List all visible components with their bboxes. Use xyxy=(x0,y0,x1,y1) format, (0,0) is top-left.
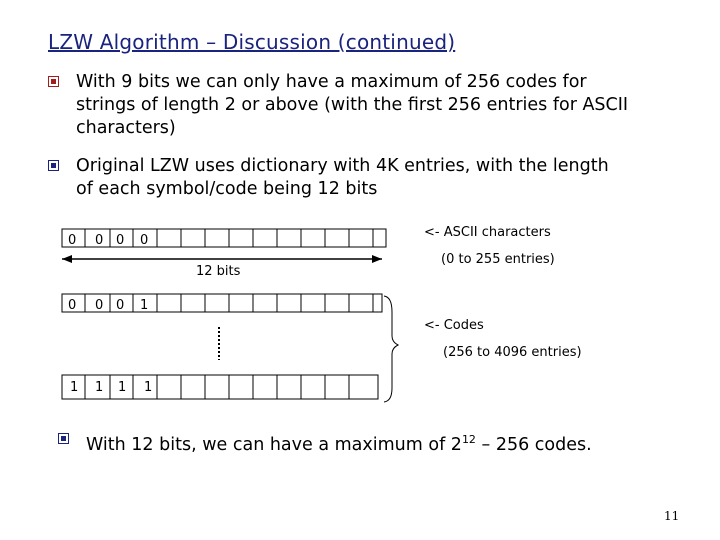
width-arrow xyxy=(62,255,382,263)
width-label: 12 bits xyxy=(196,264,241,279)
bit-cell: 0 xyxy=(116,298,125,313)
bit-cell: 1 xyxy=(95,380,104,395)
bit-cell: 0 xyxy=(95,233,104,248)
code-row-ascii xyxy=(62,229,386,248)
codes-range-label: (256 to 4096 entries) xyxy=(443,345,582,360)
bullet-text xyxy=(86,428,658,457)
bit-cell: 1 xyxy=(144,380,153,395)
code-row-last-code xyxy=(62,375,378,399)
bullet-text: Original LZW uses dictionary with 4K entries, with the length of each symbol/code being 12 bits xyxy=(76,156,609,199)
bit-cell: 0 xyxy=(95,298,104,313)
ascii-characters-label: <- ASCII characters xyxy=(424,225,551,240)
bullet-12-bits xyxy=(58,428,658,457)
bit-cell: 0 xyxy=(68,298,77,313)
curly-brace xyxy=(384,296,398,402)
codes-label: <- Codes xyxy=(424,318,484,333)
bit-cell: 1 xyxy=(140,298,149,313)
page-number: 11 xyxy=(664,509,680,523)
slide-title: LZW Algorithm – Discussion (continued) xyxy=(48,30,456,54)
ascii-range-label: (0 to 255 entries) xyxy=(441,252,555,267)
bit-cell: 0 xyxy=(140,233,149,248)
exponent: 12 xyxy=(461,433,476,446)
blue-square-bullet-icon xyxy=(58,433,69,444)
bit-cell: 1 xyxy=(70,380,79,395)
code-row-first-code xyxy=(62,294,382,313)
bullet-text-part: – 256 codes. xyxy=(475,434,592,455)
bullet-text: With 9 bits we can only have a maximum of 256 codes for strings of length 2 or above (with the first 256 entries for ASCII characters) xyxy=(76,72,629,138)
bit-cell: 1 xyxy=(118,380,127,395)
bit-cell: 0 xyxy=(68,233,77,248)
bullet-text-part: With 12 bits, we can have a maximum of 2 xyxy=(86,434,462,455)
bit-cell: 0 xyxy=(116,233,125,248)
